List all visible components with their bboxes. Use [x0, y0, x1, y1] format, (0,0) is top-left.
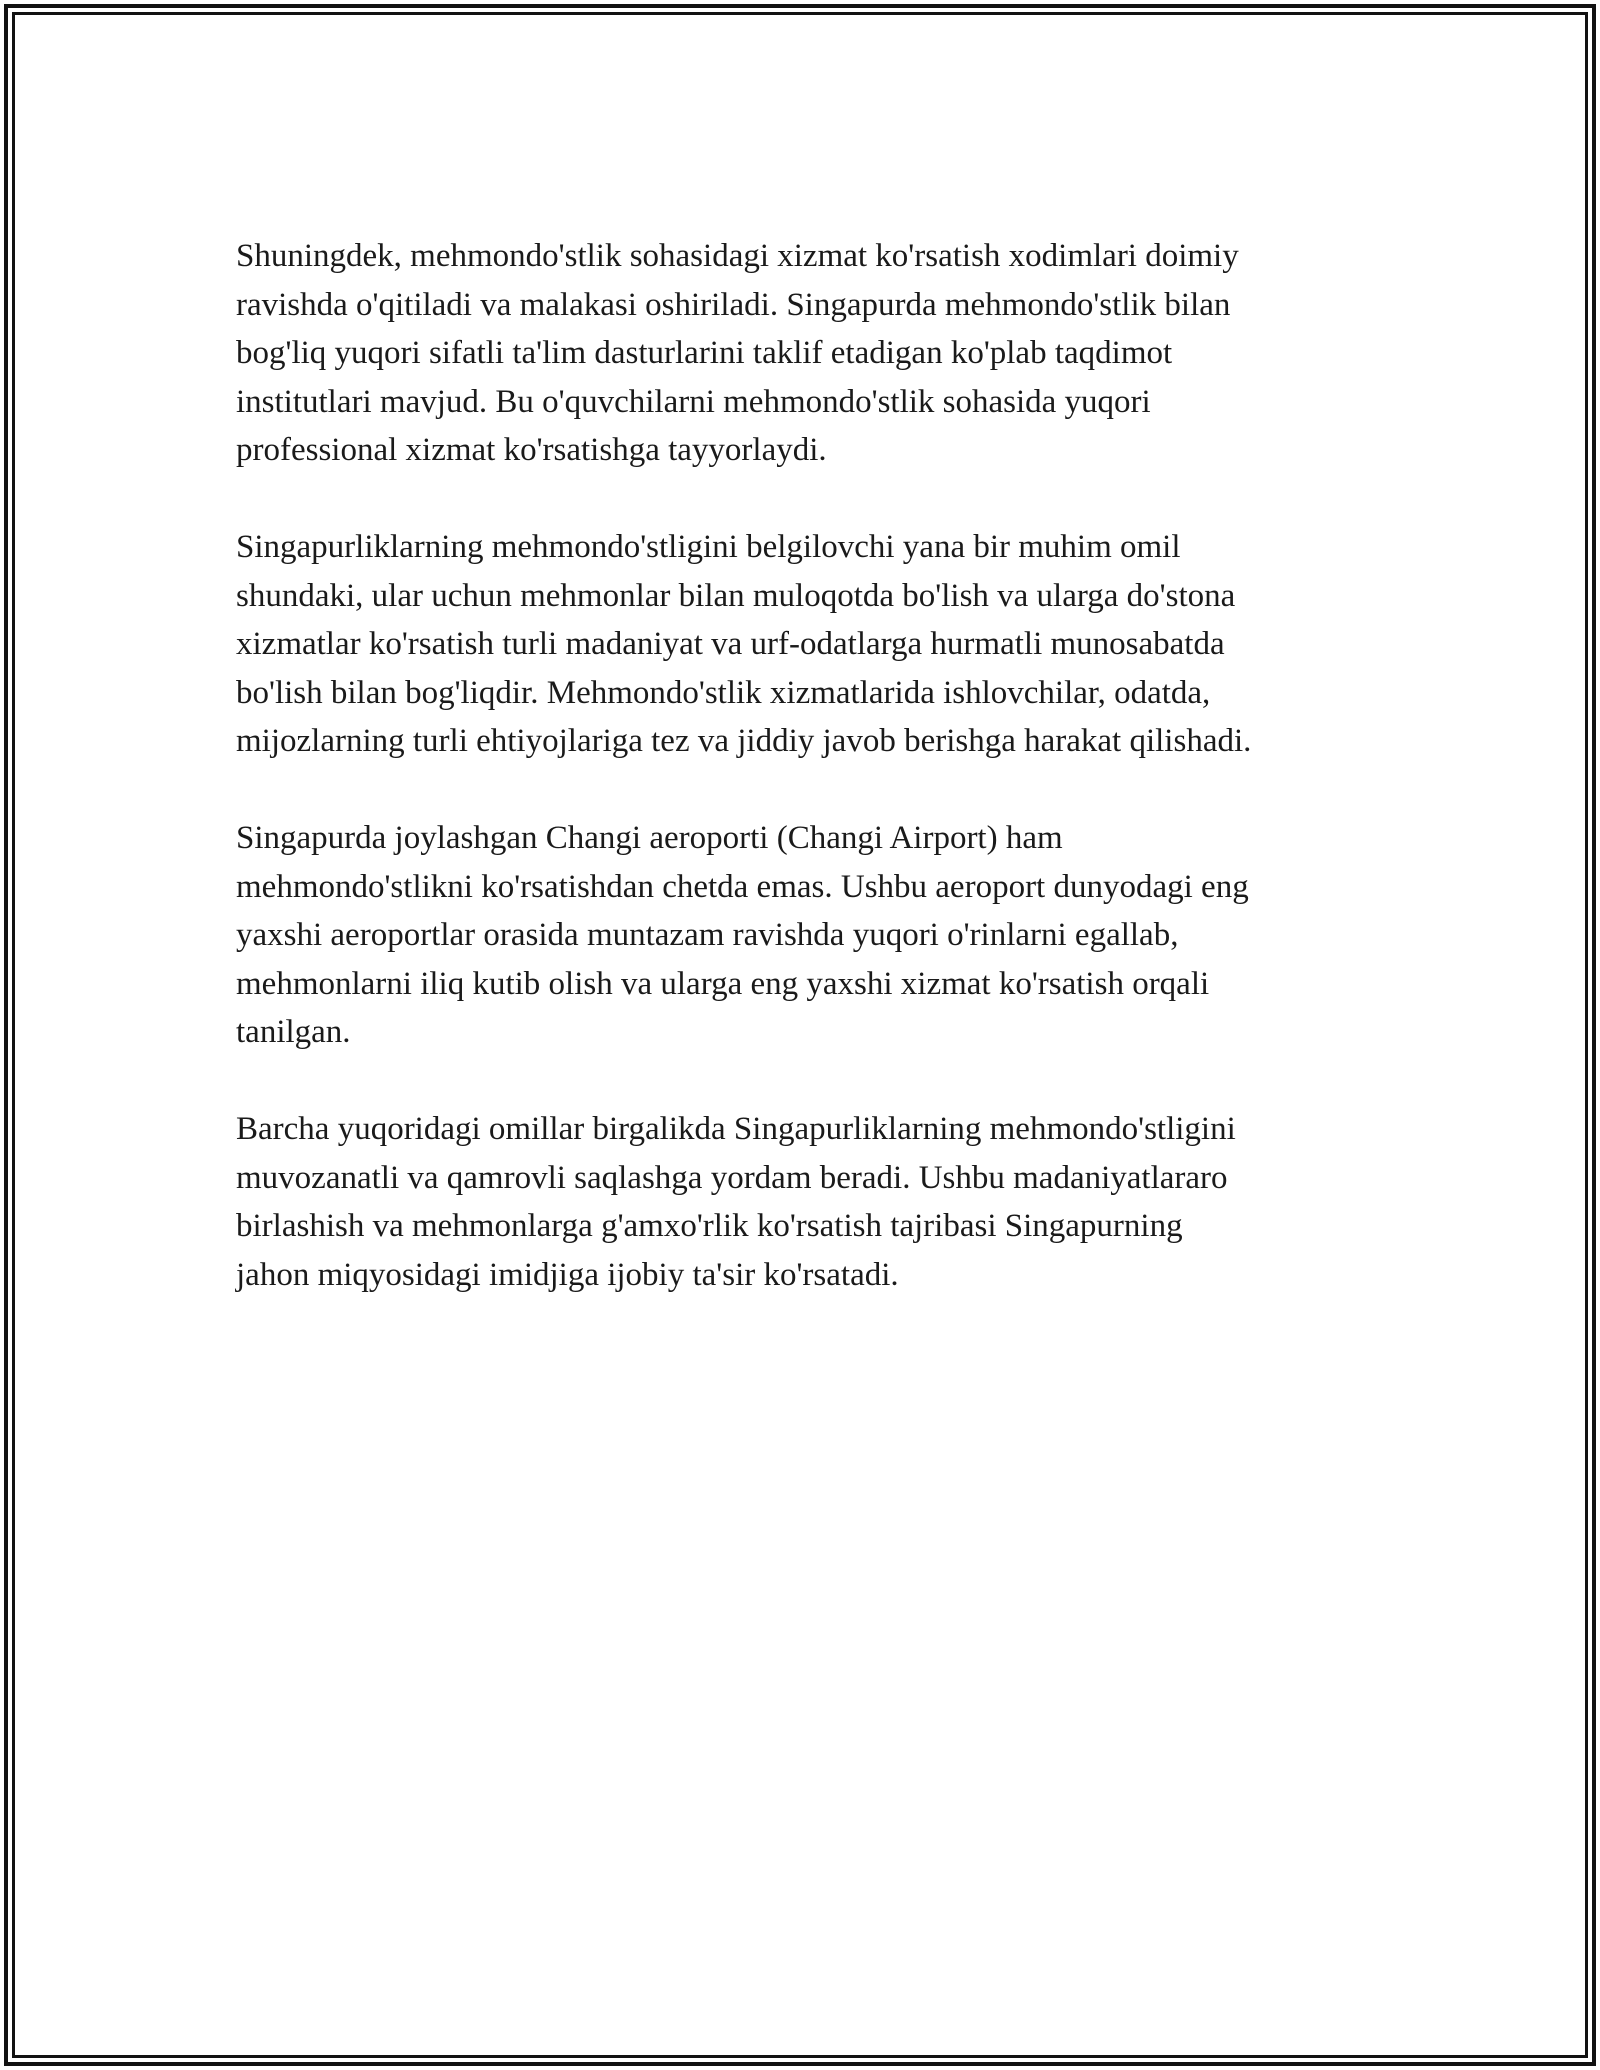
document-body: [236, 232, 1386, 1348]
paragraph-cultural-respect: Singapurliklarning mehmondo'stligini belgilovchi yana bir muhim omil shundaki, ular uchun mehmonlar bilan muloqotda bo'lish va ularga do'stona xizmatlar ko'rsatish turli madaniyat va urf-odatlarga hurmatli munosabatda bo'lish bilan bog'liqdir. Mehmondo'stlik xizmatlarida ishlovchilar, odatda, mijozlarning turli ehtiyojlariga tez va jiddiy javob berishga harakat qilishadi.: [236, 529, 1252, 759]
paragraph-conclusion: Barcha yuqoridagi omillar birgalikda Singapurliklarning mehmondo'stligini muvozanatli va qamrovli saqlashga yordam beradi. Ushbu madaniyatlararo birlashish va mehmonlarga g'amxo'rlik ko'rsatish tajribasi Singapurning jahon miqyosidagi imidjiga ijobiy ta'sir ko'rsatadi.: [236, 1111, 1236, 1293]
paragraph-changi-airport: Singapurda joylashgan Changi aeroporti (Changi Airport) ham mehmondo'stlikni ko'rsatishdan chetda emas. Ushbu aeroport dunyodagi eng yaxshi aeroportlar orasida muntazam ravishda yuqori o'rinlarni egallab, mehmonlarni iliq kutib olish va ularga eng yaxshi xizmat ko'rsatish orqali tanilgan.: [236, 820, 1249, 1050]
paragraph-staff-training: Shuningdek, mehmondo'stlik sohasidagi xizmat ko'rsatish xodimlari doimiy ravishda o'qitiladi va malakasi oshiriladi. Singapurda mehmondo'stlik bilan bog'liq yuqori sifatli ta'lim dasturlarini taklif etadigan ko'plab taqdimot institutlari mavjud. Bu o'quvchilarni mehmondo'stlik sohasida yuqori professional xizmat ko'rsatishga tayyorlaydi.: [236, 238, 1239, 468]
